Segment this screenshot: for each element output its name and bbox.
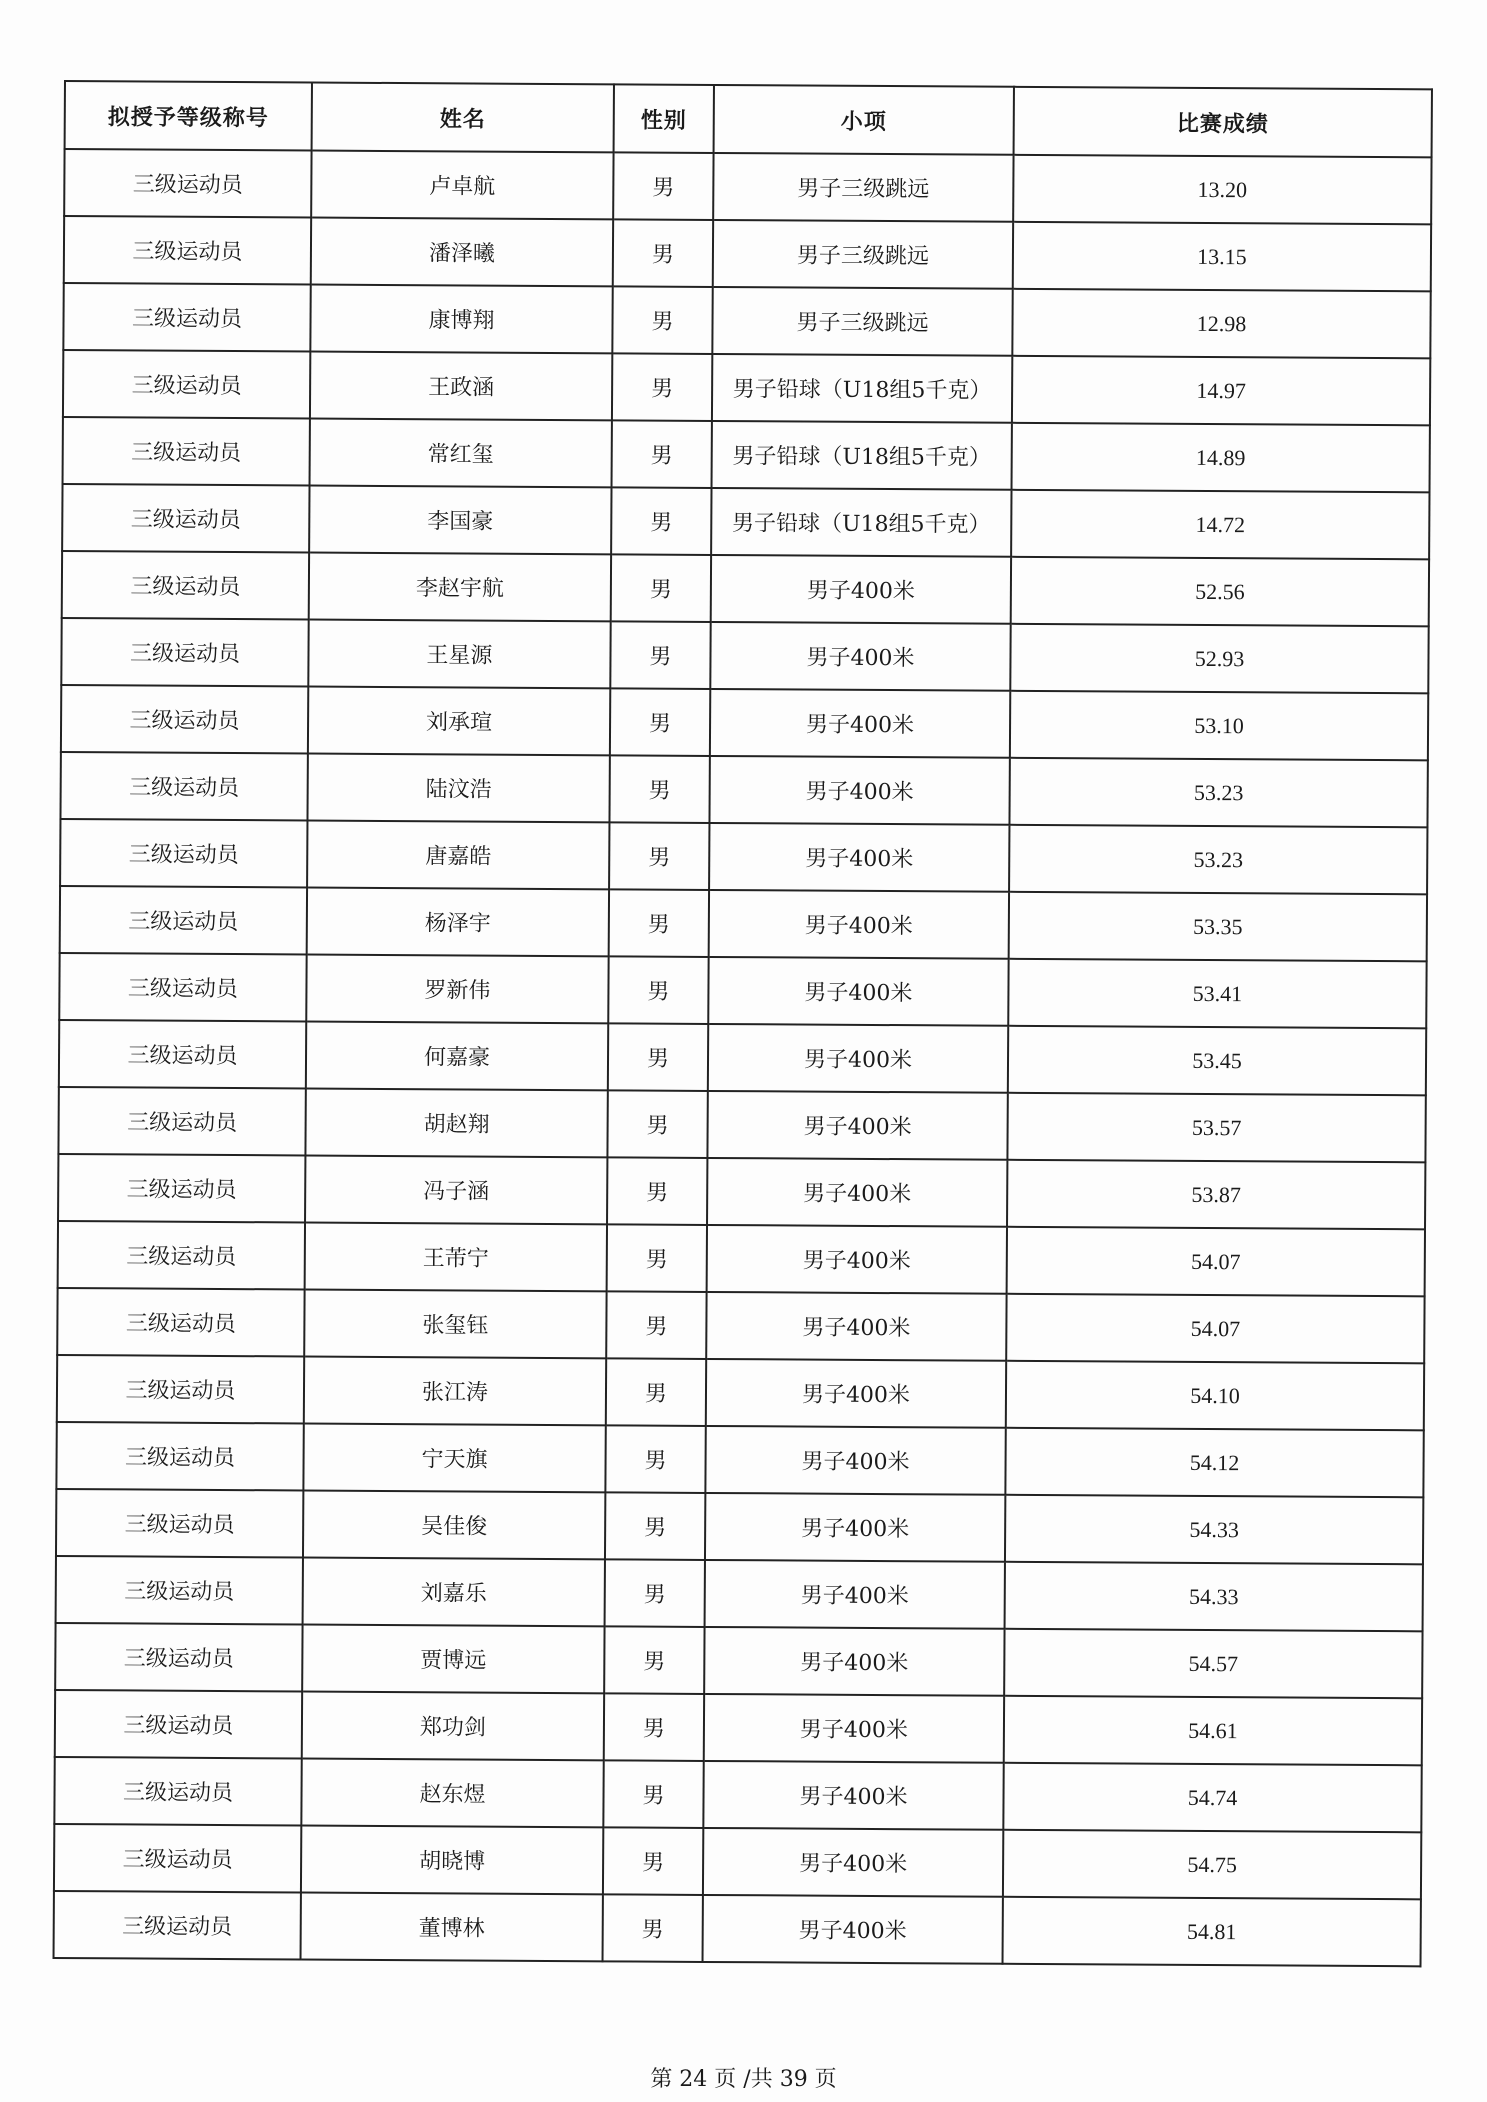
cell-score: 54.33 [1005,1562,1423,1632]
cell-score: 54.74 [1003,1763,1421,1833]
cell-gender: 男 [612,353,712,421]
cell-event: 男子400米 [711,555,1011,624]
cell-name: 张江涛 [304,1356,606,1425]
cell-grade-title: 三级运动员 [57,1355,304,1424]
cell-grade-title: 三级运动员 [63,283,310,352]
cell-gender: 男 [611,487,711,555]
cell-score: 13.20 [1013,155,1431,225]
cell-event: 男子400米 [703,1895,1003,1964]
page-number: 第 24 页 /共 39 页 [650,2067,837,2092]
table-row [55,1623,1422,1698]
cell-event: 男子400米 [705,1560,1005,1629]
cell-event: 男子400米 [704,1694,1004,1763]
cell-event: 男子400米 [705,1493,1005,1562]
table-row [61,618,1428,693]
header-score: 比赛成绩 [1014,87,1432,158]
cell-name: 贾博远 [302,1624,604,1693]
cell-grade-title: 三级运动员 [60,886,307,955]
cell-grade-title: 三级运动员 [61,618,308,687]
cell-gender: 男 [612,286,712,354]
table-row [60,819,1427,894]
table-row [61,685,1428,760]
table-row [56,1489,1423,1564]
table-row [54,1891,1421,1966]
cell-score: 14.89 [1012,423,1430,493]
cell-grade-title: 三级运动员 [63,417,310,486]
cell-grade-title: 三级运动员 [56,1556,303,1625]
cell-score: 54.61 [1004,1696,1422,1766]
cell-name: 王芾宁 [305,1222,607,1291]
cell-score: 54.10 [1006,1361,1424,1431]
table-row [56,1422,1423,1497]
cell-event: 男子400米 [710,689,1010,758]
cell-gender: 男 [604,1626,704,1694]
table-row [57,1355,1424,1430]
cell-score: 54.33 [1005,1495,1423,1565]
cell-grade-title: 三级运动员 [56,1422,303,1491]
cell-score: 53.10 [1010,691,1428,761]
header-name: 姓名 [312,83,614,153]
cell-gender: 男 [609,822,709,890]
table-row [60,886,1427,961]
cell-event: 男子400米 [709,823,1009,892]
cell-grade-title: 三级运动员 [64,216,311,285]
cell-name: 卢卓航 [311,151,613,220]
table-row [54,1757,1421,1832]
cell-grade-title: 三级运动员 [60,819,307,888]
cell-grade-title: 三级运动员 [60,752,307,821]
cell-event: 男子400米 [703,1828,1003,1897]
cell-gender: 男 [603,1894,703,1962]
cell-gender: 男 [603,1760,703,1828]
cell-name: 李赵宇航 [309,553,611,622]
cell-name: 陆汶浩 [307,754,609,823]
cell-gender: 男 [613,152,713,220]
cell-score: 54.12 [1005,1428,1423,1498]
cell-score: 52.93 [1010,624,1428,694]
cell-score: 53.41 [1008,959,1426,1029]
table-row [62,484,1429,559]
cell-grade-title: 三级运动员 [59,953,306,1022]
table-body [54,149,1432,1966]
cell-score: 54.81 [1003,1897,1421,1967]
cell-gender: 男 [605,1425,705,1493]
cell-gender: 男 [603,1827,703,1895]
cell-gender: 男 [609,755,709,823]
cell-grade-title: 三级运动员 [54,1824,301,1893]
cell-grade-title: 三级运动员 [56,1489,303,1558]
cell-grade-title: 三级运动员 [62,551,309,620]
cell-score: 13.15 [1013,222,1431,292]
cell-event: 男子三级跳远 [712,287,1012,356]
cell-name: 康博翔 [310,285,612,354]
cell-event: 男子400米 [706,1359,1006,1428]
cell-name: 胡赵翔 [305,1088,607,1157]
table-row [60,752,1427,827]
cell-grade-title: 三级运动员 [55,1623,302,1692]
cell-name: 唐嘉皓 [307,821,609,890]
header-gender: 性别 [614,84,714,153]
cell-event: 男子400米 [704,1627,1004,1696]
cell-score: 53.23 [1009,825,1427,895]
table-row [58,1221,1425,1296]
cell-event: 男子400米 [708,957,1008,1026]
table-row [64,149,1431,224]
cell-name: 罗新伟 [306,954,608,1023]
cell-name: 赵东煜 [301,1758,603,1827]
cell-score: 53.23 [1009,758,1427,828]
cell-name: 张玺钰 [304,1289,606,1358]
cell-grade-title: 三级运动员 [58,1154,305,1223]
cell-score: 52.56 [1011,557,1429,627]
cell-gender: 男 [607,1224,707,1292]
cell-gender: 男 [605,1492,705,1560]
cell-event: 男子三级跳远 [713,153,1013,222]
cell-score: 54.57 [1004,1629,1422,1699]
cell-name: 常红玺 [310,419,612,488]
cell-grade-title: 三级运动员 [57,1288,304,1357]
cell-gender: 男 [610,621,710,689]
cell-event: 男子400米 [710,622,1010,691]
cell-score: 54.07 [1006,1294,1424,1364]
cell-grade-title: 三级运动员 [59,1020,306,1089]
cell-name: 宁天旗 [303,1423,605,1492]
cell-event: 男子400米 [709,890,1009,959]
cell-gender: 男 [611,554,711,622]
cell-score: 12.98 [1012,289,1430,359]
table-row [58,1087,1425,1162]
cell-event: 男子400米 [705,1426,1005,1495]
cell-name: 李国豪 [309,486,611,555]
cell-event: 男子400米 [707,1225,1007,1294]
table-row [54,1824,1421,1899]
table-row [63,417,1430,492]
cell-gender: 男 [604,1693,704,1761]
header-event: 小项 [714,85,1014,155]
athlete-grade-table [53,80,1433,1967]
cell-event: 男子400米 [707,1158,1007,1227]
cell-grade-title: 三级运动员 [54,1757,301,1826]
cell-gender: 男 [607,1157,707,1225]
cell-grade-title: 三级运动员 [54,1891,301,1960]
cell-event: 男子400米 [703,1761,1003,1830]
cell-gender: 男 [608,1023,708,1091]
cell-grade-title: 三级运动员 [58,1221,305,1290]
cell-score: 53.57 [1007,1093,1425,1163]
cell-gender: 男 [607,1090,707,1158]
cell-grade-title: 三级运动员 [61,685,308,754]
cell-name: 董博林 [301,1892,603,1961]
cell-score: 14.97 [1012,356,1430,426]
cell-grade-title: 三级运动员 [62,484,309,553]
cell-grade-title: 三级运动员 [63,350,310,419]
cell-event: 男子400米 [706,1292,1006,1361]
cell-score: 53.87 [1007,1160,1425,1230]
cell-event: 男子铅球（U18组5千克） [711,488,1011,557]
table-header [65,81,1432,157]
cell-gender: 男 [613,219,713,287]
cell-event: 男子铅球（U18组5千克） [712,421,1012,490]
cell-event: 男子400米 [708,1024,1008,1093]
cell-event: 男子400米 [709,756,1009,825]
table-row [55,1690,1422,1765]
cell-name: 王政涵 [310,352,612,421]
cell-event: 男子400米 [707,1091,1007,1160]
cell-gender: 男 [606,1291,706,1359]
cell-gender: 男 [608,956,708,1024]
cell-gender: 男 [606,1358,706,1426]
cell-grade-title: 三级运动员 [58,1087,305,1156]
cell-name: 刘嘉乐 [303,1557,605,1626]
cell-name: 杨泽宇 [307,887,609,956]
table-row [56,1556,1423,1631]
cell-score: 54.07 [1007,1227,1425,1297]
cell-gender: 男 [605,1559,705,1627]
cell-name: 郑功剑 [302,1691,604,1760]
cell-event: 男子三级跳远 [713,220,1013,289]
cell-score: 53.45 [1008,1026,1426,1096]
cell-name: 潘泽曦 [311,218,613,287]
cell-gender: 男 [610,688,710,756]
cell-gender: 男 [609,889,709,957]
cell-grade-title: 三级运动员 [55,1690,302,1759]
table-row [57,1288,1424,1363]
table-row [62,551,1429,626]
table-row [59,953,1426,1028]
cell-name: 刘承瑄 [308,687,610,756]
cell-name: 何嘉豪 [306,1021,608,1090]
cell-name: 胡晓博 [301,1825,603,1894]
cell-event: 男子铅球（U18组5千克） [712,354,1012,423]
table-row [63,350,1430,425]
header-row [65,81,1432,157]
table-row [58,1154,1425,1229]
cell-grade-title: 三级运动员 [64,149,311,218]
cell-score: 14.72 [1011,490,1429,560]
cell-name: 王星源 [308,620,610,689]
cell-name: 吴佳俊 [303,1490,605,1559]
header-grade-title: 拟授予等级称号 [65,81,312,151]
cell-name: 冯子涵 [305,1155,607,1224]
cell-score: 54.75 [1003,1830,1421,1900]
table-row [59,1020,1426,1095]
table-row [63,283,1430,358]
cell-score: 53.35 [1009,892,1427,962]
table-row [64,216,1431,291]
cell-gender: 男 [612,420,712,488]
athlete-table-wrapper [53,80,1431,1967]
